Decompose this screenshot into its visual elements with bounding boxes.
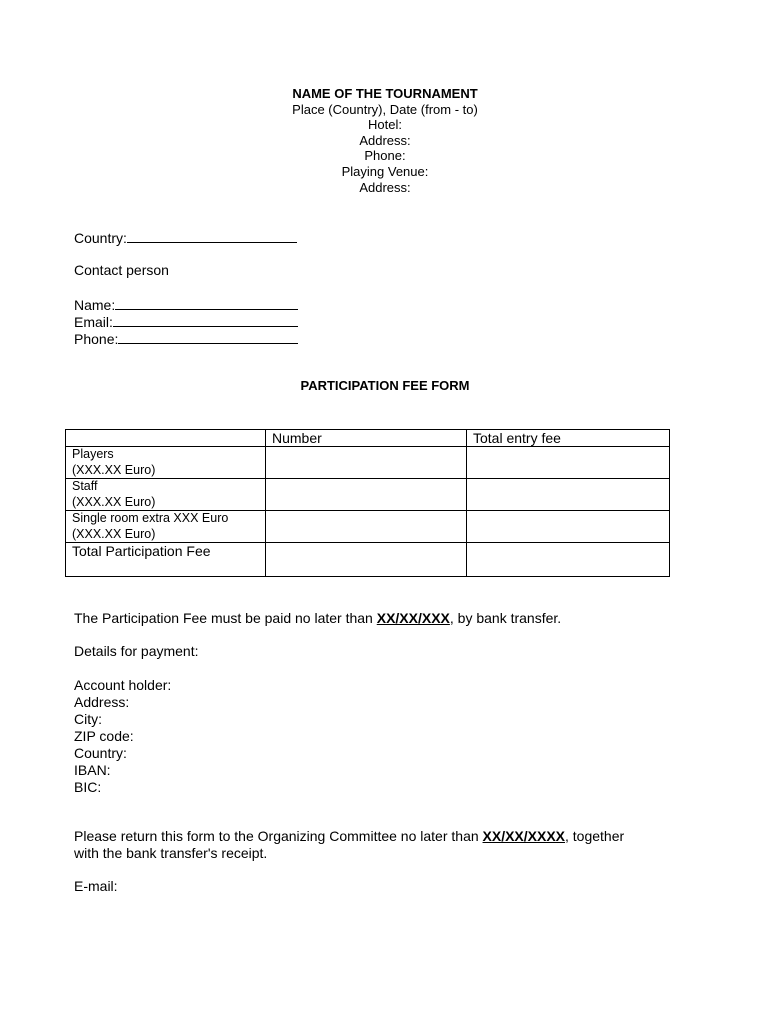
tournament-title: NAME OF THE TOURNAMENT — [292, 86, 478, 101]
table-row-single-room — [66, 511, 670, 543]
total-number-cell[interactable] — [266, 543, 467, 577]
email-label: Email: — [74, 314, 113, 330]
return-deadline-date: XX/XX/XXXX — [482, 828, 566, 844]
table-row-players — [66, 447, 670, 479]
country-input-line[interactable] — [127, 228, 297, 243]
row-label-line2: (XXX.XX Euro) — [72, 462, 156, 477]
zip-code-label: ZIP code: — [74, 728, 134, 744]
row-label-line1: Single room extra XXX Euro — [72, 511, 229, 525]
payment-details-heading: Details for payment: — [74, 643, 199, 659]
country-field — [74, 228, 297, 247]
table-header-row — [66, 430, 670, 447]
row-label-cell — [66, 479, 266, 511]
total-fee-cell[interactable] — [467, 543, 670, 577]
total-participation-fee-label: Total Participation Fee — [66, 543, 266, 577]
row-label-line2: (XXX.XX Euro) — [72, 526, 156, 541]
name-label: Name: — [74, 297, 116, 313]
bic-label: BIC: — [74, 779, 102, 795]
players-total-cell[interactable] — [467, 447, 670, 479]
row-label-line2: (XXX.XX Euro) — [72, 494, 156, 509]
phone-field — [74, 329, 298, 348]
email-input-line[interactable] — [113, 312, 298, 327]
email-contact-label: E-mail: — [74, 878, 118, 894]
payment-details-list — [74, 677, 171, 796]
return-notice — [74, 828, 624, 862]
tournament-header — [0, 86, 770, 195]
table-row-staff — [66, 479, 670, 511]
row-label-line1: Staff — [72, 479, 98, 493]
contact-person-heading: Contact person — [74, 262, 169, 278]
bank-country-label: Country: — [74, 745, 127, 761]
fee-form-title: PARTICIPATION FEE FORM — [300, 378, 470, 393]
country-label: Country: — [74, 230, 127, 246]
row-label-line1: Players — [72, 447, 114, 461]
hotel-address-line: Address: — [359, 132, 411, 148]
single-room-total-cell[interactable] — [467, 511, 670, 543]
deadline-prefix: The Participation Fee must be paid no later than — [74, 610, 377, 626]
account-holder-label: Account holder: — [74, 677, 172, 693]
payment-deadline-date: XX/XX/XXX — [376, 610, 450, 626]
table-row-total — [66, 543, 670, 577]
return-notice-line1 — [74, 828, 624, 845]
header-cell-number: Number — [266, 430, 467, 447]
phone-label: Phone: — [74, 331, 119, 347]
hotel-line: Hotel: — [368, 117, 402, 133]
iban-label: IBAN: — [74, 762, 111, 778]
players-number-cell[interactable] — [266, 447, 467, 479]
city-label: City: — [74, 711, 102, 727]
place-date-line: Place (Country), Date (from - to) — [292, 101, 478, 117]
playing-venue-line: Playing Venue: — [341, 163, 429, 179]
deadline-suffix: , by bank transfer. — [449, 610, 562, 626]
return-notice-line2: with the bank transfer's receipt. — [74, 845, 268, 861]
participation-fee-table — [65, 429, 670, 577]
staff-total-cell[interactable] — [467, 479, 670, 511]
header-cell-empty — [66, 430, 266, 447]
bank-address-label: Address: — [74, 694, 130, 710]
return-prefix: Please return this form to the Organizing Committee no later than — [74, 828, 483, 844]
venue-address-line: Address: — [359, 179, 411, 195]
hotel-phone-line: Phone: — [364, 148, 406, 164]
return-suffix: , together — [565, 828, 625, 844]
row-label-cell — [66, 511, 266, 543]
phone-input-line[interactable] — [118, 329, 298, 344]
single-room-number-cell[interactable] — [266, 511, 467, 543]
header-cell-total-entry-fee: Total entry fee — [467, 430, 670, 447]
staff-number-cell[interactable] — [266, 479, 467, 511]
row-label-cell — [66, 447, 266, 479]
payment-deadline-text — [74, 610, 561, 627]
name-input-line[interactable] — [115, 295, 298, 310]
